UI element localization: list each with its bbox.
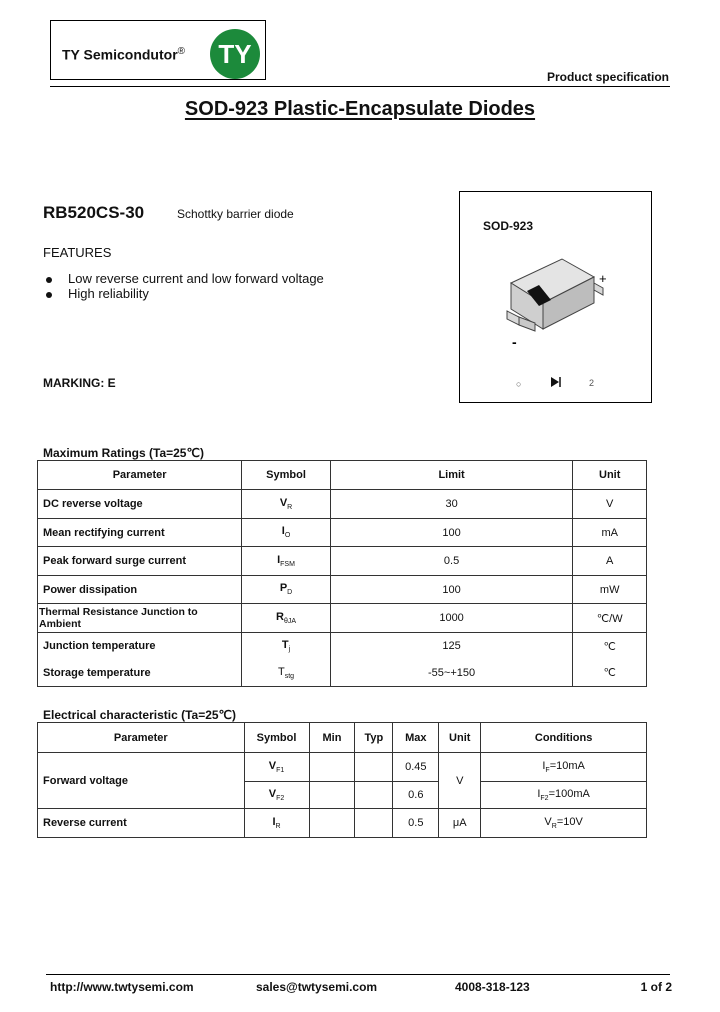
table-row: Power dissipation $P_D$ 100 mW [38, 576, 647, 604]
package-illustration [459, 191, 652, 403]
col-header: Limit [330, 461, 573, 490]
diode-symbol-icon [551, 377, 560, 387]
electrical-title: Electrical characteristic (Ta=25℃) [43, 708, 237, 722]
forward-voltage-label: Forward voltage [38, 753, 245, 809]
table-row: DC reverse voltage $V_R$ 30 V [38, 490, 647, 519]
col-header: Min [309, 723, 355, 753]
pin1-label: ○ [516, 379, 522, 389]
features-heading: FEATURES [43, 245, 112, 260]
table-row: Junction temperature $T_j$ 125 ℃ [38, 633, 647, 660]
phone-number: 4008-318-123 [455, 980, 530, 994]
bullet-icon [46, 277, 52, 283]
marking-code: MARKING: E [43, 376, 116, 390]
sod923-package-icon [507, 259, 603, 331]
col-header: Symbol [242, 461, 330, 490]
feature-item: Low reverse current and low forward voltage [46, 271, 324, 286]
col-header: Max [393, 723, 439, 753]
part-description: Schottky barrier diode [177, 207, 294, 221]
col-header: Typ [355, 723, 393, 753]
table-row: Peak forward surge current $I_{FSM}$ 0.5 A [38, 547, 647, 576]
col-header: Conditions [481, 723, 647, 753]
table-row: Mean rectifying current $I_O$ 100 mA [38, 519, 647, 547]
table-row: Storage temperature $T_{stg}$ -55~+150 ℃ [38, 660, 647, 687]
table-row: Forward voltage $V_{F1}$ 0.45 V $I_F=10mA$ [38, 753, 647, 782]
email-link[interactable]: sales@twtysemi.com [256, 980, 378, 994]
pin2-label: 2 [589, 378, 595, 388]
table-row: $V_{F2}$ 0.6 $I_{F2}=100mA$ [38, 782, 647, 809]
plus-terminal: + [599, 271, 607, 286]
table-row: Thermal Resistance Junction to Ambient $R_{\theta JA}$ 1000 ℃/W [38, 604, 647, 633]
col-header: Unit [439, 723, 481, 753]
col-header: Symbol [244, 723, 309, 753]
feature-item: High reliability [46, 286, 149, 301]
company-logo: TY [210, 29, 260, 79]
page-number: 1 of 2 [640, 980, 672, 994]
header-divider [50, 86, 670, 87]
product-specification-label: Product specification [546, 70, 669, 84]
max-ratings-title: Maximum Ratings (Ta=25℃) [43, 446, 204, 460]
max-ratings-table [37, 460, 647, 687]
col-header: Parameter [38, 723, 245, 753]
minus-terminal: - [512, 334, 517, 350]
col-header: Parameter [38, 461, 242, 490]
page-title: SOD-923 Plastic-Encapsulate Diodes [184, 98, 536, 120]
col-header: Unit [573, 461, 647, 490]
website-link[interactable]: http://www.twtysemi.com [50, 980, 194, 994]
footer-divider [46, 974, 670, 975]
bullet-icon [46, 292, 52, 298]
part-number: RB520CS-30 [43, 203, 145, 222]
table-row: Reverse current $I_R$ 0.5 μA $V_R=10V$ [38, 809, 647, 838]
electrical-table [37, 722, 647, 838]
package-name: SOD-923 [483, 219, 534, 233]
company-name: TY Semicondutor® [62, 46, 186, 63]
